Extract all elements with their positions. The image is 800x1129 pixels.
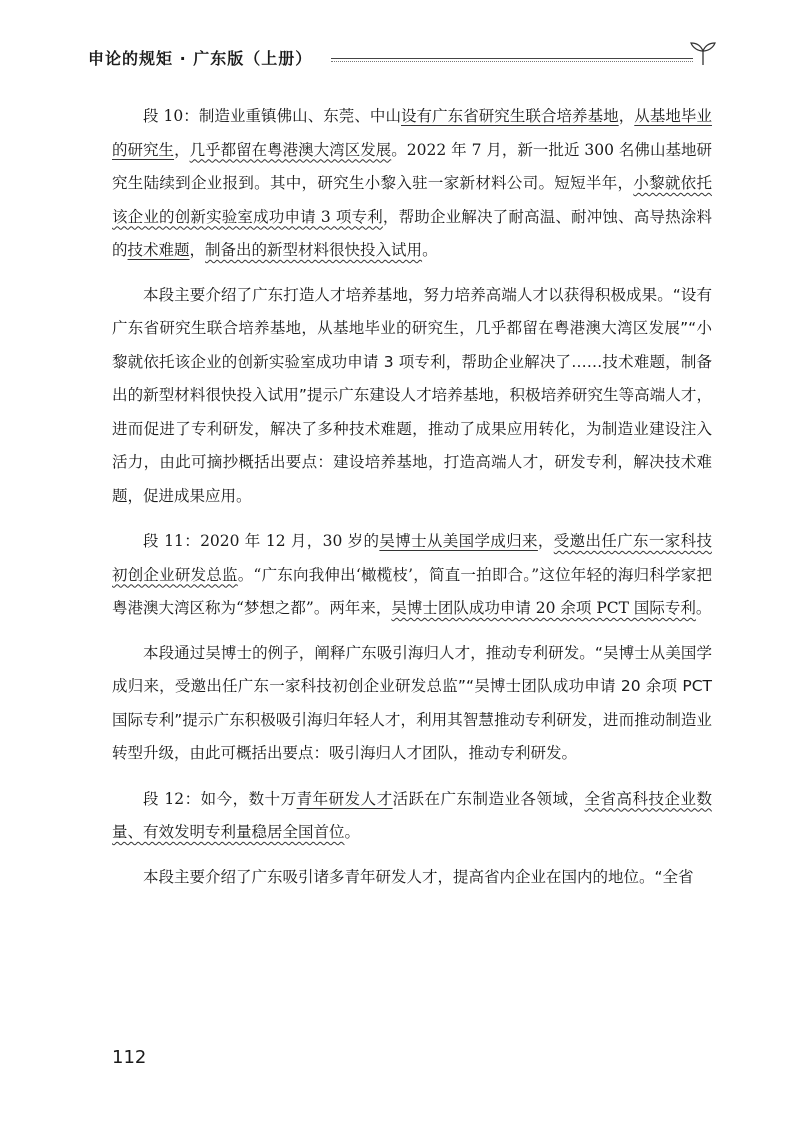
- text-run: 。2022 年 7 月，新一批近 300 名佛山基地研究生陆续到企业报到。其中，研究生小黎入驻一家新材料公司。短短半年，: [112, 140, 712, 192]
- text-run: ，: [537, 532, 554, 550]
- analysis-12: 本段主要介绍了广东吸引诸多青年研发人才，提高省内企业在国内的地位。“全省: [143, 867, 694, 886]
- wavy-underlined-phrase: 受邀出任广东一家科技初创企业研发总监: [112, 532, 712, 584]
- text-run: ，: [189, 241, 206, 259]
- text-run: ，: [174, 140, 190, 159]
- text-run: ，: [618, 107, 635, 125]
- header-rule: [331, 58, 693, 59]
- text-run: 段 10：制造业重镇佛山、东莞、中山: [143, 107, 401, 125]
- running-header: [88, 36, 720, 76]
- wavy-underlined-phrase: 制备出的新型材料很快投入试用: [205, 241, 423, 259]
- wavy-underlined-phrase: 吴博士团队成功申请 20 余项 PCT 国际专利: [391, 599, 696, 617]
- underlined-phrase: 设有广东省研究生联合培养基地: [401, 107, 619, 125]
- text-run: 活跃在广东制造业各领域，: [392, 789, 585, 808]
- paragraph-10: [112, 100, 712, 268]
- page-number: 112: [112, 1047, 147, 1068]
- underlined-phrase: 从基地毕业的研究生: [112, 107, 712, 159]
- text-run: 。: [344, 823, 361, 841]
- text-run: 。: [422, 241, 438, 259]
- paragraph-11: [112, 525, 712, 626]
- underlined-phrase: 技术难题: [127, 241, 190, 259]
- wavy-underlined-phrase: 几乎都留在粤港澳大湾区发展: [189, 140, 392, 159]
- text-run: 段 11：2020 年 12 月，30 岁的: [143, 532, 380, 550]
- paragraph-12: [112, 783, 712, 850]
- analysis-10: 本段主要介绍了广东打造人才培养基地，努力培养高端人才以获得积极成果。“设有广东省研究生联合培养基地，从基地毕业的研究生，几乎都留在粤港澳大湾区发展”“小黎就依托该企业的创新实验室成功申请 3 项专利，帮助企业解决了……技术难题，制备出的新型材料很快投入试用”提示广东建设人才培养基地，积极培养研究生等高端人才，进而促进了专利研发，解决了多种技术难题，推动了成果应用转化，为制造业建设注入活力，由此可摘抄概括出要点：建设培养基地，打造高端人才，研发专利，解决技术难题，促进成果应用。: [112, 285, 712, 505]
- text-run: 。: [695, 599, 712, 617]
- analysis-11: 本段通过吴博士的例子，阐释广东吸引海归人才，推动专利研发。“吴博士从美国学成归来，受邀出任广东一家科技初创企业研发总监”“吴博士团队成功申请 20 余项 PCT 国际专利”提示广东积极吸引海归年轻人才，利用其智慧推动专利研发，进而推动制造业转型升级，由此可概括出要点：吸引海归人才团队，推动专利研发。: [112, 643, 712, 762]
- sprout-icon: [688, 40, 718, 66]
- underlined-phrase: 吴博士从美国学成归来: [379, 532, 538, 550]
- header-title: 申论的规矩 · 广东版（上册）: [88, 49, 313, 68]
- page-content: [112, 100, 712, 906]
- text-run: 段 12：如今，数十万: [143, 789, 297, 808]
- header-rule-dotted: [331, 61, 693, 62]
- text-run: 。“广东向我伸出‘橄榄枝’，简直一拍即合。”这位年轻的海归科学家把粤港澳大湾区称为“梦想之都”。两年来，: [112, 565, 712, 617]
- underlined-phrase: 青年研发人才: [296, 789, 393, 808]
- wavy-underlined-phrase: 全省高科技企业数量、有效发明专利量稳居全国首位: [112, 789, 712, 841]
- text-run: ，帮助企业解决了耐高温、耐冲蚀、高导热涂料的: [112, 207, 712, 259]
- wavy-underlined-phrase: 小黎就依托该企业的创新实验室成功申请 3 项专利: [112, 174, 712, 226]
